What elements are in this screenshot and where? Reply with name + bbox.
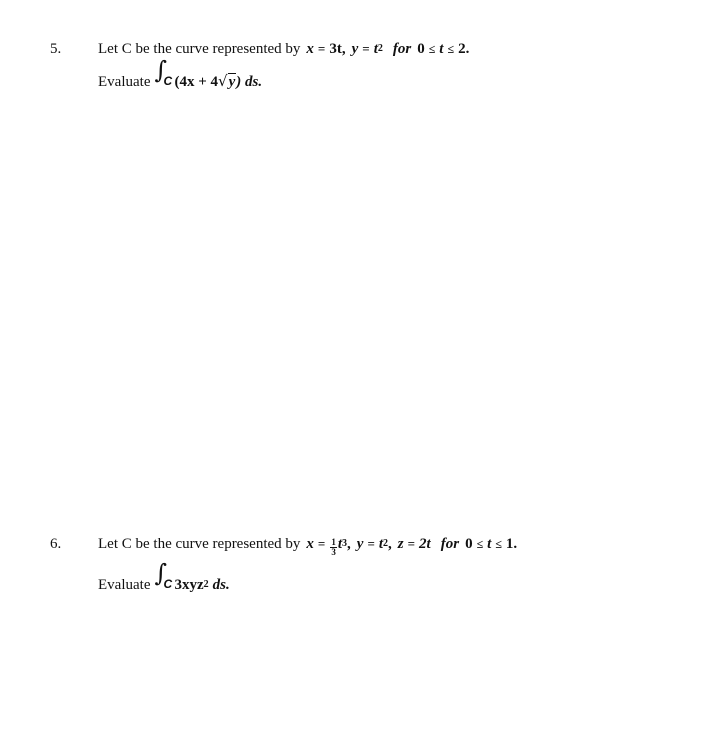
y-exponent: 2: [383, 538, 389, 549]
z-value: 2t: [419, 536, 431, 552]
y-exponent: 2: [377, 43, 383, 54]
fraction-numerator: 1: [331, 537, 336, 547]
range-var: t: [487, 536, 492, 552]
integral-subscript: C: [163, 74, 173, 88]
for-word: for: [392, 41, 412, 57]
var-z: z: [397, 536, 404, 552]
y-base: t: [378, 536, 384, 552]
problem-number: 5.: [50, 41, 62, 57]
range-low: 0: [417, 41, 425, 57]
for-word: for: [440, 536, 460, 552]
radicand: y: [228, 74, 236, 90]
integrand-open: (4x + 4: [174, 74, 219, 90]
integrand-tail: ds.: [212, 577, 230, 593]
range-high: 2.: [458, 41, 470, 57]
fraction-denominator: 3: [331, 547, 336, 557]
integrand-base: 3xyz: [174, 577, 204, 593]
integral-subscript: C: [163, 577, 173, 591]
var-y: y: [351, 41, 359, 57]
integrand-exponent: 2: [203, 579, 209, 590]
problem-number: 6.: [50, 536, 62, 552]
var-x: x: [306, 41, 314, 57]
evaluate-line: [98, 56, 263, 91]
problem-statement: Let C be the curve represented by x = $\frac{1}{3}$ t $^3$ , y = t $^2$ , z = 2t for 0 ≤ t ≤ 1.: [98, 536, 518, 557]
evaluate-line: [98, 559, 230, 594]
sqrt-icon: √y: [218, 72, 236, 90]
integral-icon: ∫ C: [154, 56, 173, 88]
var-x: x: [306, 536, 314, 552]
range-var: t: [439, 41, 444, 57]
x-value: 3t,: [329, 41, 346, 57]
statement-text: Let C be the curve represented by: [98, 41, 301, 57]
integral-icon: ∫ C: [154, 559, 173, 591]
x-exponent: 3: [342, 538, 348, 549]
problem-statement: Let C be the curve represented by x = 3t, y = t $^2$ for 0 ≤ t ≤ 2.: [98, 41, 470, 57]
range-high: 1.: [505, 536, 518, 552]
statement-text: Let C be the curve represented by: [98, 536, 301, 552]
fraction: [330, 538, 337, 557]
x-base: t: [337, 536, 343, 552]
y-base: t: [373, 41, 378, 57]
evaluate-label: Evaluate: [98, 74, 151, 90]
range-low: 0: [465, 536, 473, 552]
evaluate-label: Evaluate: [98, 577, 151, 593]
var-y: y: [356, 536, 364, 552]
integrand-close: ) ds.: [236, 74, 263, 90]
